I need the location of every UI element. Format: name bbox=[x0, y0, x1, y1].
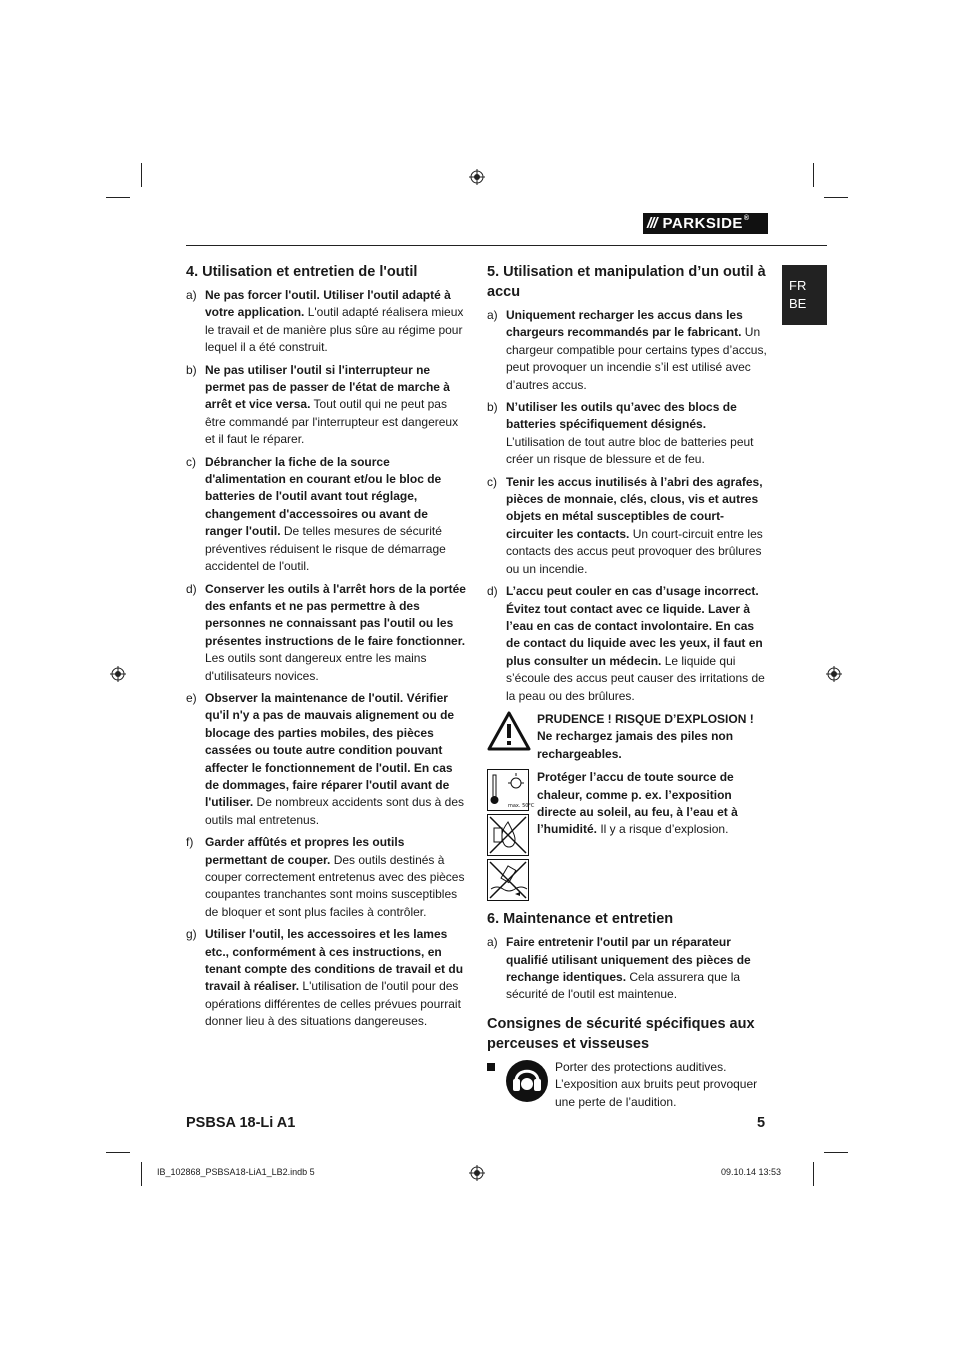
list-item: a) Faire entretenir l'outil par un réparateur qualifié utilisant uniquement des pièces de rechange identiques. Cela assurera que la sécurité de l'outil est maintenue. bbox=[487, 935, 751, 1002]
item-text: Garder affûtés et propres les outils permettant de couper. Des outils destinés à couper correctement entretenus avec des pièces coupantes tranchantes sont moins susceptibles de bloquer et sont plus faciles à contrôler. bbox=[205, 835, 465, 919]
language-tab bbox=[782, 265, 827, 325]
registration-mark-icon bbox=[469, 169, 485, 185]
item-letter: g) bbox=[186, 927, 197, 942]
no-fire-icon bbox=[487, 814, 529, 856]
list-item bbox=[186, 581, 468, 685]
list-item bbox=[186, 362, 468, 449]
item-letter: c) bbox=[186, 454, 196, 469]
item-letter: c) bbox=[487, 474, 497, 489]
crop-mark bbox=[824, 1152, 848, 1153]
section-heading-6: 6. Maintenance et entretien bbox=[487, 911, 674, 928]
page-number: 5 bbox=[757, 1115, 766, 1131]
hearing-protection-item bbox=[487, 1059, 767, 1111]
item-text: L’accu peut couler en cas d’usage incorrect. Évitez tout contact avec ce liquide. Laver à l’eau en cas de contact involontaire. En cas de contact du liquide avec les yeux, il faut en plus consulter un médecin. Le liquide qui s’écoule des accus peut causer des irritations de la peau ou des brûlures. bbox=[506, 584, 765, 703]
item-text: Conserver les outils à l'arrêt hors de la portée des enfants et ne pas permettre à des personnes ne connaissant pas l'outil ou les présentes instructions de le faire fonctionner. Les outils sont dangereux entre les mains d'utilisateurs novices. bbox=[205, 581, 466, 683]
warning-text: PRUDENCE ! RISQUE D’EXPLOSION ! Ne rechargez jamais des piles non rechargeables. bbox=[537, 711, 754, 761]
svg-text:max. 50°C: max. 50°C bbox=[508, 803, 535, 810]
list-item bbox=[186, 454, 468, 576]
list-item bbox=[487, 399, 767, 469]
item-text: Débrancher la fiche de la source d'alimentation en courant et/ou le bloc de batteries de l'outil avant tout réglage, changement d'accessoires ou avant de ranger l'outil. De telles mesures de sécurité préventives réduisent le risque de démarrage accidentel de l'outil. bbox=[205, 454, 446, 574]
left-item-list bbox=[186, 287, 468, 1031]
hearing-protection-text: Porter des protections auditives. bbox=[555, 1059, 727, 1074]
print-slug-date: 09.10.14 13:53 bbox=[721, 1167, 782, 1177]
list-item bbox=[186, 690, 468, 829]
language-code: FR bbox=[789, 278, 807, 293]
country-code: BE bbox=[789, 296, 807, 311]
crop-mark bbox=[106, 197, 130, 198]
crop-mark bbox=[141, 1162, 142, 1186]
item-text: Ne pas utiliser l'outil si l'interrupteur ne permet pas de passer de l'état de marche à arrêt et vice versa. Tout outil qui ne peut pas être commandé par l'interrupteur est dangereux et il faut le réparer. bbox=[205, 362, 459, 447]
print-slug-file: IB_102868_PSBSA18-LiA1_LB2.indb 5 bbox=[157, 1167, 315, 1177]
list-item bbox=[186, 926, 468, 1030]
left-column bbox=[186, 262, 468, 1036]
noise-exposure-text: L’exposition aux bruits peut provoquer une perte de l’audition. bbox=[555, 1077, 758, 1109]
crop-mark bbox=[824, 197, 848, 198]
right-column bbox=[487, 262, 767, 1117]
brand-logo: /// PARKSIDE ® bbox=[643, 213, 768, 234]
heat-warning-text: Protéger l’accu de toute source de chaleur, comme p. ex. l’exposition directe au soleil, au feu, à l’eau et à l’humidité. Il y a risque d’explosion. bbox=[537, 770, 738, 837]
item-text: Utiliser l'outil, les accessoires et les lames etc., conformément à ces instructions, en tenant compte des conditions de travail et du travail à réaliser. L'utilisation de l'outil pour des opérations différentes de celles prévues pourrait donner lieu à des situations dangereuses. bbox=[205, 927, 464, 1029]
bullet-square-icon bbox=[487, 1063, 495, 1071]
registration-mark-icon bbox=[110, 666, 126, 682]
item-text: Ne pas forcer l'outil. Utiliser l'outil adapté à votre application. L'outil adapté réalisera mieux le travail et de manière plus sûre au régime pour lequel il a été construit. bbox=[205, 288, 464, 355]
item-letter: d) bbox=[487, 584, 498, 599]
item-text: N’utiliser les outils qu’avec des blocs de batteries spécifiquement désignés. L’utilisation de tout autre bloc de batteries peut créer un risque de blessure et de feu. bbox=[506, 400, 754, 467]
section-heading-5: 5. Utilisation et manipulation d’un outil à accu bbox=[487, 264, 766, 300]
temperature-sun-icon bbox=[487, 769, 535, 811]
crop-mark bbox=[106, 1152, 130, 1153]
explosion-warning bbox=[487, 711, 767, 763]
warning-triangle-icon bbox=[487, 711, 537, 763]
list-item bbox=[186, 834, 468, 921]
list-item bbox=[487, 583, 767, 705]
section-heading-4: 4. Utilisation et entretien de l'outil bbox=[186, 264, 418, 280]
item-text: Uniquement recharger les accus dans les chargeurs recommandés par le fabricant. Un chargeur compatible pour certains types d’accus, peut provoquer un incendie s’il est utilisé avec d’autres accus. bbox=[506, 308, 767, 392]
item-letter: f) bbox=[186, 835, 194, 850]
crop-mark bbox=[813, 1162, 814, 1186]
registration-mark-icon bbox=[469, 1165, 485, 1181]
list-item bbox=[487, 307, 767, 394]
registration-mark-icon bbox=[826, 666, 842, 682]
right-item-list bbox=[487, 307, 767, 705]
item-letter: a) bbox=[487, 308, 498, 322]
item-text: Observer la maintenance de l'outil. Vérifier qu'il n'y a pas de mauvais alignement ou de blocage des parties mobiles, des pièces cassées ou toute autre condition pouvant affecter le fonctionnement de l'outil. En cas de dommages, faire réparer l'outil avant de l'utiliser. De nombreux accidents sont dus à des outils mal entretenus. bbox=[205, 690, 465, 827]
crop-mark bbox=[813, 163, 814, 187]
list-item bbox=[487, 474, 767, 578]
heat-warning bbox=[487, 769, 767, 901]
item-letter: e) bbox=[186, 690, 197, 705]
model-name: PSBSA 18-Li A1 bbox=[186, 1115, 296, 1131]
item-text: Tenir les accus inutilisés à l’abri des agrafes, pièces de monnaie, clés, clous, vis et autres objets en métal susceptibles de court-circuiter les contacts. Un court-circuit entre les contacts des accus peut provoquer des brûlures ou un incendie. bbox=[506, 474, 763, 576]
item-letter: d) bbox=[186, 581, 197, 596]
crop-mark bbox=[141, 163, 142, 187]
no-water-icon bbox=[487, 859, 529, 901]
list-item bbox=[186, 287, 468, 357]
section-heading-drill-safety: Consignes de sécurité spécifiques aux perceuses et visseuses bbox=[487, 1015, 755, 1052]
item-letter: a) bbox=[186, 288, 197, 302]
ear-protection-icon bbox=[505, 1059, 555, 1111]
item-letter: b) bbox=[487, 400, 498, 415]
item-letter: b) bbox=[186, 362, 197, 377]
header-rule bbox=[186, 245, 827, 246]
